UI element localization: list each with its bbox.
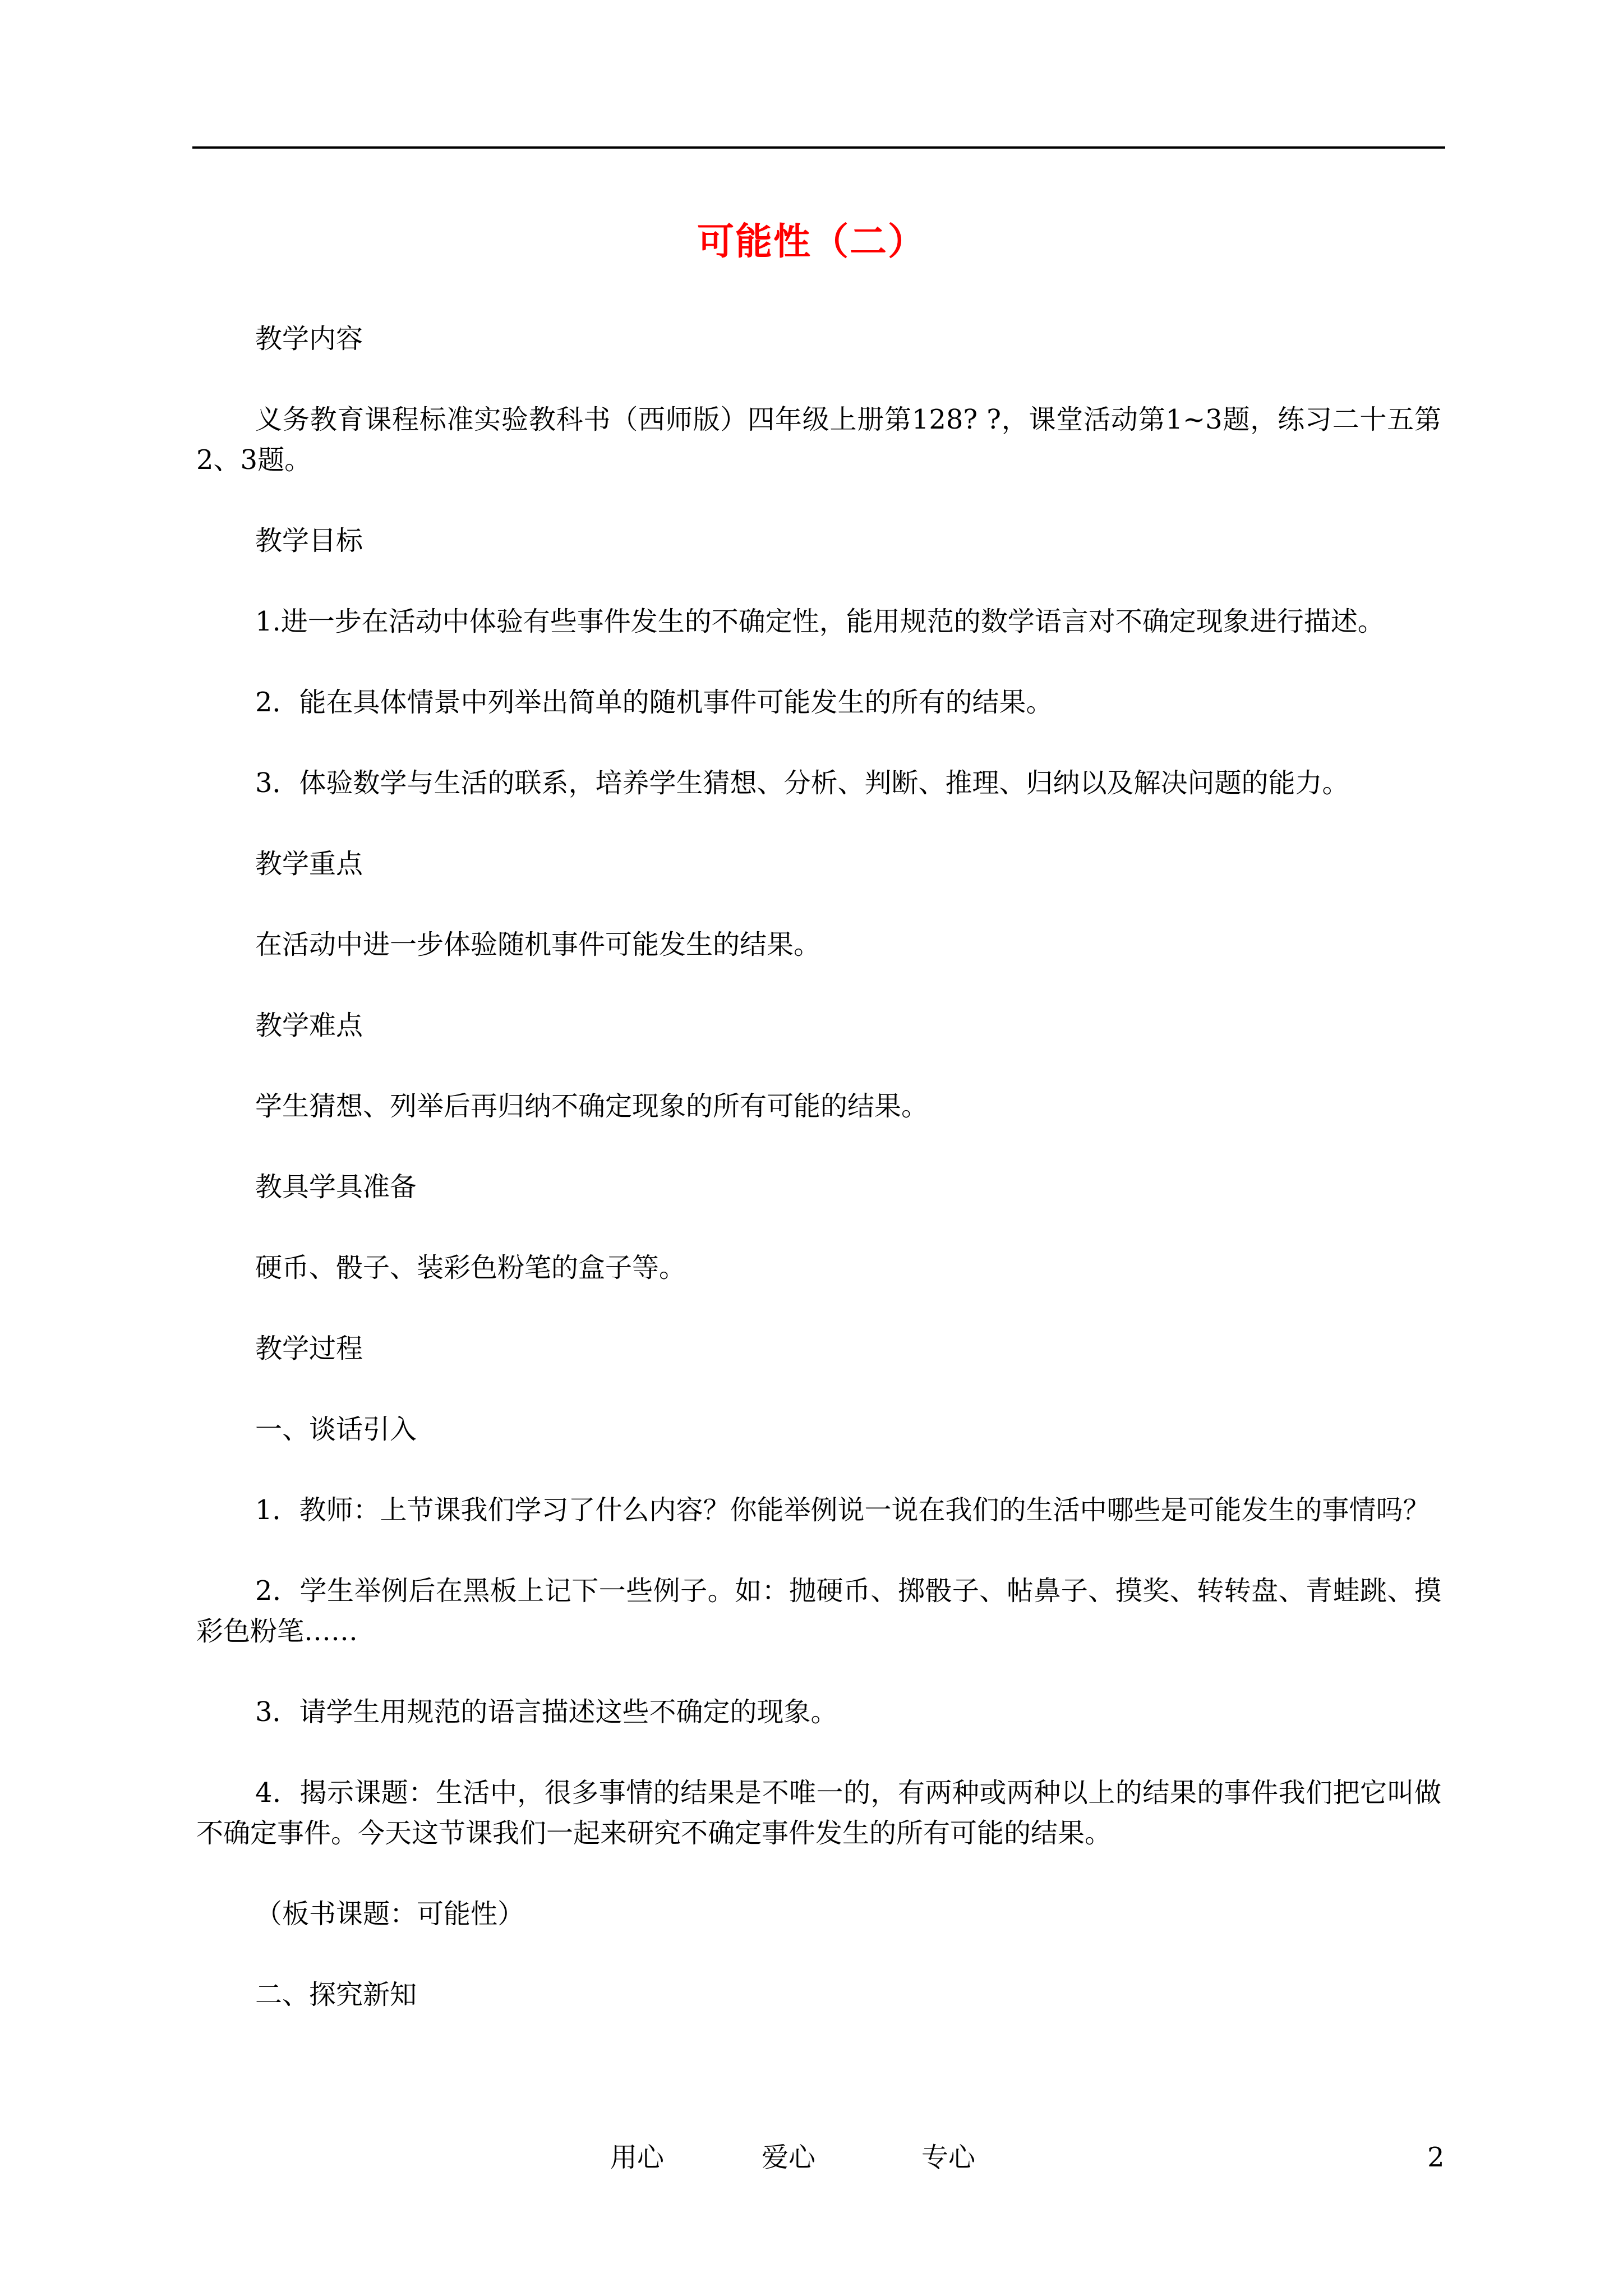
paragraph-step-2: 2．学生举例后在黑板上记下一些例子。如：抛硬币、掷骰子、帖鼻子、摸奖、转转盘、青蛙跳、摸彩色粉笔…… — [196, 1575, 1441, 1647]
section-heading-process: 教学过程 — [255, 1333, 363, 1364]
paragraph-textbook: 义务教育课程标准实验教科书（西师版）四年级上册第128? ?，课堂活动第1~3题，练习二十五第2、3题。 — [196, 404, 1441, 476]
paragraph-key-point: 在活动中进一步体验随机事件可能发生的结果。 — [255, 929, 821, 960]
document-body — [196, 319, 1441, 2015]
section-heading-key-point: 教学重点 — [255, 848, 363, 880]
footer-motto-1: 用心 — [610, 2142, 665, 2173]
section-heading-difficulty: 教学难点 — [255, 1010, 363, 1041]
subheading-introduction: 一、谈话引入 — [255, 1414, 417, 1445]
section-heading-goals: 教学目标 — [255, 525, 363, 556]
footer-motto-2: 爱心 — [762, 2142, 816, 2173]
paragraph-materials: 硬币、骰子、装彩色粉笔的盒子等。 — [255, 1252, 686, 1283]
paragraph-goal-2: 2．能在具体情景中列举出简单的随机事件可能发生的所有的结果。 — [255, 687, 1053, 718]
paragraph-step-4: 4．揭示课题：生活中，很多事情的结果是不唯一的，有两种或两种以上的结果的事件我们把它叫做不确定事件。今天这节课我们一起来研究不确定事件发生的所有可能的结果。 — [196, 1777, 1441, 1849]
paragraph-step-3: 3．请学生用规范的语言描述这些不确定的现象。 — [255, 1696, 838, 1728]
paragraph-step-1: 1．教师：上节课我们学习了什么内容？你能举例说一说在我们的生活中哪些是可能发生的事情吗？ — [255, 1494, 1430, 1526]
paragraph-goal-1: 1.进一步在活动中体验有些事件发生的不确定性，能用规范的数学语言对不确定现象进行描述。 — [255, 606, 1385, 637]
page-footer — [0, 2137, 1623, 2178]
page-number: 2 — [1427, 2142, 1445, 2173]
section-heading-materials: 教具学具准备 — [255, 1171, 417, 1203]
section-heading-content: 教学内容 — [255, 323, 363, 355]
subheading-explore: 二、探究新知 — [255, 1979, 417, 2010]
document-title: 可能性（二） — [697, 219, 926, 263]
header-rule — [192, 146, 1445, 149]
paragraph-goal-3: 3．体验数学与生活的联系，培养学生猜想、分析、判断、推理、归纳以及解决问题的能力。 — [255, 767, 1349, 799]
paragraph-difficulty: 学生猜想、列举后再归纳不确定现象的所有可能的结果。 — [255, 1091, 929, 1122]
footer-motto-3: 专心 — [921, 2142, 976, 2173]
paragraph-board-title: （板书课题：可能性） — [255, 1898, 525, 1930]
